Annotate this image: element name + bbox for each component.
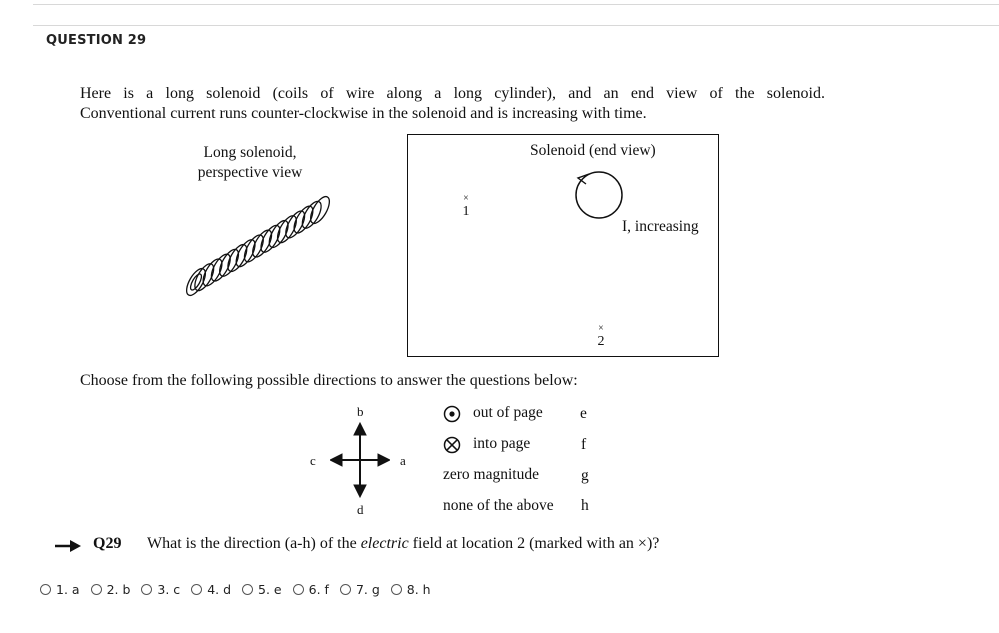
end-view-title: Solenoid (end view) <box>530 142 656 159</box>
header-divider <box>33 25 999 26</box>
into-page-icon <box>443 436 461 454</box>
radio-button[interactable] <box>391 584 402 595</box>
q29-text-emphasis: electric <box>360 535 409 552</box>
location-1-marker: × <box>463 193 469 204</box>
option-f-letter: f <box>581 436 587 453</box>
answer-label: 3. c <box>157 582 181 597</box>
radio-button[interactable] <box>141 584 152 595</box>
radio-button[interactable] <box>293 584 304 595</box>
answer-option-3[interactable] <box>141 582 180 597</box>
q29-number: Q29 <box>93 535 122 552</box>
location-2-marker: × <box>598 323 604 334</box>
perspective-label-line-2: perspective view <box>197 164 303 181</box>
answer-label: 2. b <box>106 582 131 597</box>
radio-button[interactable] <box>191 584 202 595</box>
answer-label: 6. f <box>308 582 329 597</box>
answer-label: 5. e <box>258 582 282 597</box>
q29-text-before: What is the direction (a-h) of the <box>147 535 361 552</box>
answer-option-1[interactable] <box>40 582 80 597</box>
answer-option-8[interactable] <box>391 582 431 597</box>
option-h-label: none of the above <box>443 497 554 514</box>
arrow-right-icon <box>55 539 81 553</box>
answer-label: 1. a <box>56 582 80 597</box>
perspective-label <box>180 143 320 183</box>
answer-option-2[interactable] <box>91 582 131 597</box>
answer-options <box>40 582 442 597</box>
q29-text-after: field at location 2 (marked with an ×)? <box>408 535 660 552</box>
top-divider <box>33 4 999 5</box>
perspective-label-line-1: Long solenoid, <box>203 144 297 161</box>
option-g-label: zero magnitude <box>443 466 539 483</box>
current-label: I, increasing <box>622 218 699 235</box>
answer-option-4[interactable] <box>191 582 231 597</box>
location-1-label: 1 <box>462 204 470 219</box>
radio-button[interactable] <box>242 584 253 595</box>
answer-option-7[interactable] <box>340 582 380 597</box>
q29-text <box>147 535 659 553</box>
answer-label: 7. g <box>355 582 380 597</box>
question-title: QUESTION 29 <box>46 33 147 48</box>
end-view-circle-icon <box>407 134 719 357</box>
answer-label: 8. h <box>406 582 431 597</box>
direction-arrows-icon <box>330 420 390 500</box>
out-of-page-icon <box>443 405 461 423</box>
radio-button[interactable] <box>40 584 51 595</box>
direction-d-label: d <box>357 502 364 517</box>
radio-button[interactable] <box>340 584 351 595</box>
radio-button[interactable] <box>91 584 102 595</box>
choices-intro: Choose from the following possible directions to answer the questions below: <box>80 372 578 389</box>
direction-a-label: a <box>400 453 406 468</box>
answer-label: 4. d <box>207 582 232 597</box>
intro-text <box>80 84 825 124</box>
direction-c-label: c <box>310 453 316 468</box>
answer-option-5[interactable] <box>242 582 282 597</box>
location-2-label: 2 <box>597 334 605 349</box>
answer-option-6[interactable] <box>293 582 329 597</box>
intro-line-2: Conventional current runs counter-clockwise in the solenoid and is increasing with time. <box>80 105 647 122</box>
option-h-letter: h <box>581 497 589 514</box>
intro-line-1: Here is a long solenoid (coils of wire along a long cylinder), and an end view of the solenoid. <box>80 85 825 102</box>
solenoid-perspective-icon <box>182 190 342 310</box>
option-e-label: out of page <box>473 404 543 421</box>
option-g-letter: g <box>581 467 589 484</box>
direction-b-label: b <box>357 404 364 419</box>
option-f-label: into page <box>473 435 531 452</box>
option-e-letter: e <box>580 405 587 422</box>
